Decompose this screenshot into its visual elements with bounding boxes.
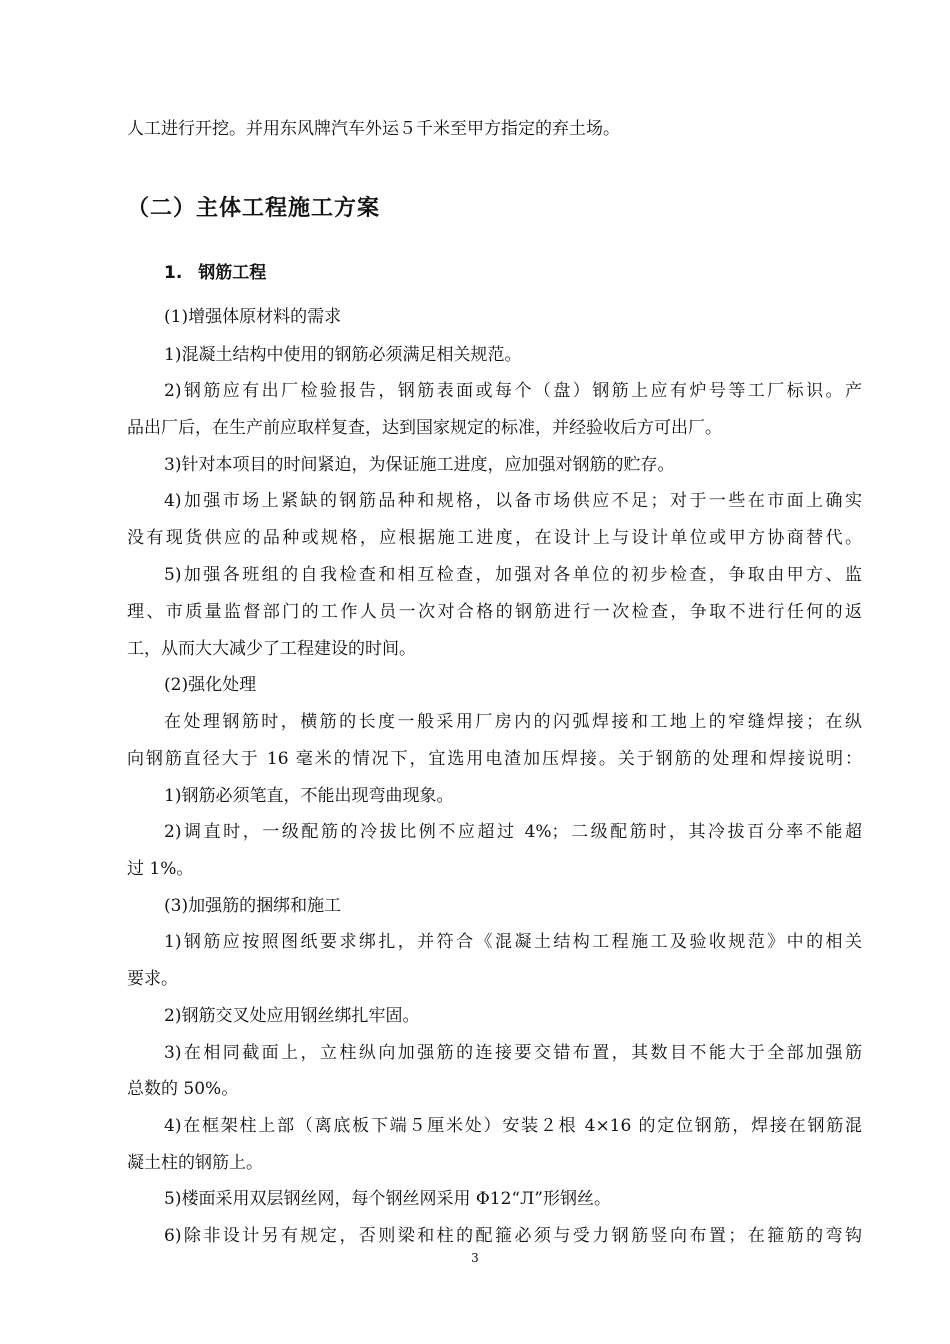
body-line: 向钢筋直径大于 16 毫米的情况下，宜选用电渣加压焊接。关于钢筋的处理和焊接说明： bbox=[127, 749, 862, 769]
body-line: 1)钢筋必须笔直，不能出现弯曲现象。 bbox=[164, 786, 454, 806]
body-line: 4)加强市场上紧缺的钢筋品种和规格，以备市场供应不足；对于一些在市面上确实 bbox=[164, 491, 862, 511]
body-line: 2)调直时，一级配筋的冷拔比例不应超过 4%；二级配筋时，其冷拔百分率不能超 bbox=[164, 822, 862, 842]
body-line: (2)强化处理 bbox=[164, 675, 257, 695]
subsection-heading bbox=[164, 260, 266, 286]
body-line: 1)钢筋应按照图纸要求绑扎，并符合《混凝土结构工程施工及验收规范》中的相关 bbox=[164, 932, 862, 952]
body-line: 3)在相同截面上，立柱纵向加强筋的连接要交错布置，其数目不能大于全部加强筋 bbox=[164, 1043, 862, 1063]
body-line: 凝土柱的钢筋上。 bbox=[127, 1153, 263, 1173]
intro-paragraph-line: 人工进行开挖。并用东风牌汽车外运５千米至甲方指定的弃土场。 bbox=[127, 119, 620, 139]
body-line: 5)加强各班组的自我检查和相互检查，加强对各单位的初步检查，争取由甲方、监 bbox=[164, 565, 862, 585]
body-line: 6)除非设计另有规定，否则梁和柱的配箍必须与受力钢筋竖向布置；在箍筋的弯钩 bbox=[164, 1226, 862, 1246]
body-line: 3)针对本项目的时间紧迫，为保证施工进度，应加强对钢筋的贮存。 bbox=[164, 455, 675, 475]
body-line: 总数的 50%。 bbox=[127, 1079, 239, 1099]
body-line: 2)钢筋交叉处应用钢丝绑扎牢固。 bbox=[164, 1006, 420, 1026]
body-line: 要求。 bbox=[127, 969, 178, 989]
subsection-number: 1. bbox=[164, 263, 183, 283]
body-line: 1)混凝土结构中使用的钢筋必须满足相关规范。 bbox=[164, 345, 522, 365]
subsection-title: 钢筋工程 bbox=[198, 263, 267, 283]
body-line: 4)在框架柱上部（离底板下端５厘米处）安装２根 4×16 的定位钢筋，焊接在钢筋混 bbox=[164, 1116, 862, 1136]
body-line: 工，从而大大减少了工程建设的时间。 bbox=[127, 639, 416, 659]
body-line: 品出厂后，在生产前应取样复查，达到国家规定的标准，并经验收后方可出厂。 bbox=[127, 418, 722, 438]
body-line: 没有现货供应的品种或规格，应根据施工进度，在设计上与设计单位或甲方协商替代。 bbox=[127, 528, 862, 548]
body-line: 在处理钢筋时，横筋的长度一般采用厂房内的闪弧焊接和工地上的窄缝焊接；在纵 bbox=[164, 712, 862, 732]
section-heading: （二）主体工程施工方案 bbox=[127, 196, 381, 221]
page-number: 3 bbox=[471, 1251, 479, 1265]
body-line: 2)钢筋应有出厂检验报告，钢筋表面或每个（盘）钢筋上应有炉号等工厂标识。产 bbox=[164, 381, 862, 401]
body-line: 过 1%。 bbox=[127, 859, 194, 879]
body-line: 理、市质量监督部门的工作人员一次对合格的钢筋进行一次检查，争取不进行任何的返 bbox=[127, 602, 862, 622]
body-line: (3)加强筋的捆绑和施工 bbox=[164, 896, 342, 916]
body-line: (1)增强体原材料的需求 bbox=[164, 307, 342, 327]
body-line: 5)楼面采用双层钢丝网，每个钢丝网采用 Φ12“Л”形钢丝。 bbox=[164, 1189, 611, 1209]
